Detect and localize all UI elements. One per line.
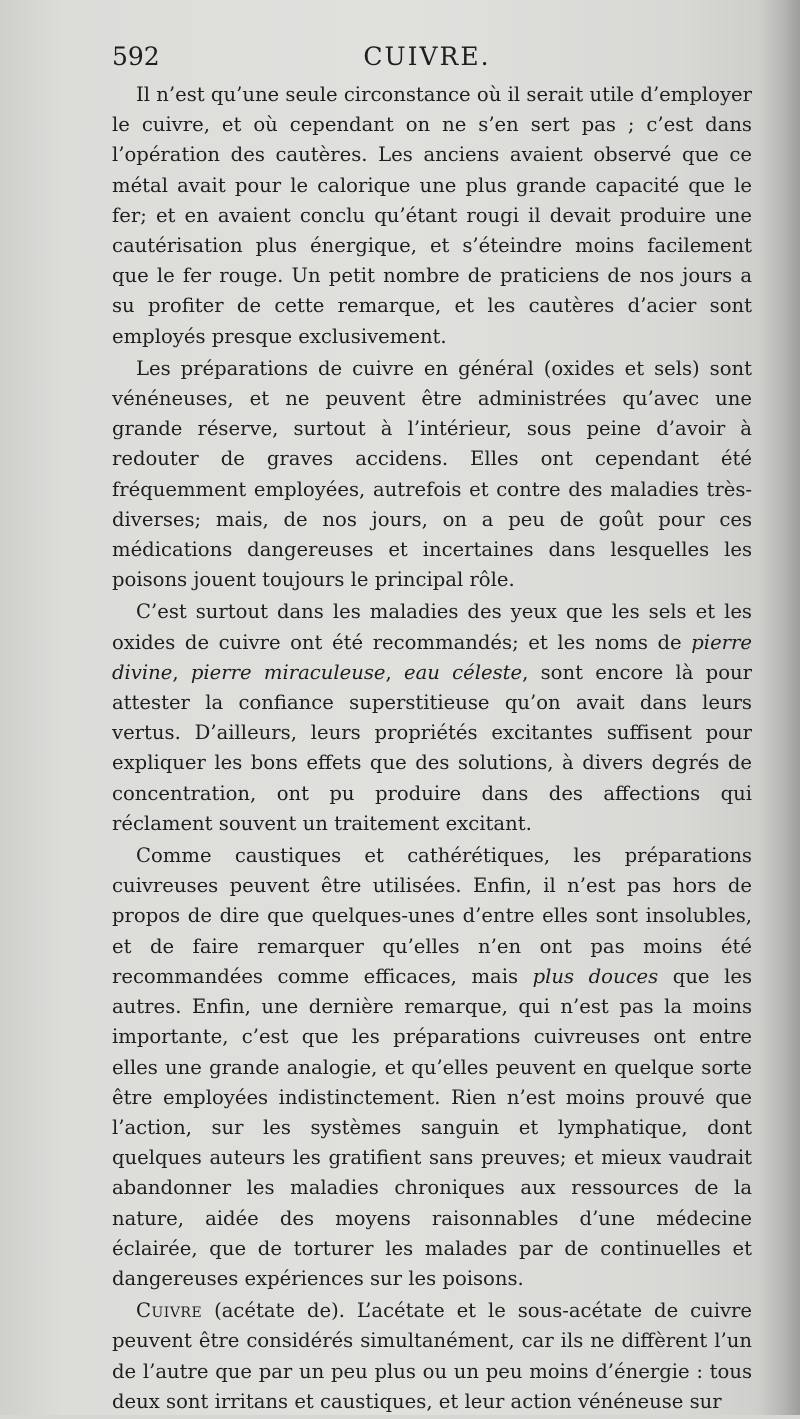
paragraph-maladies-yeux: [112, 597, 752, 839]
page-number: 592: [112, 42, 160, 71]
page-body: [112, 80, 752, 1419]
text-run: , sont encore là pour attester la confiance superstitieuse qu’on avait dans leurs vertus. D’ailleurs, leurs propriétés excitantes suffisent pour expliquer les bons effets que des solutions, à divers degrés de concentration, ont pu produire dans des affections qui réclament souvent un traitement excitant.: [112, 660, 752, 835]
text-run: ,: [385, 660, 404, 684]
italic-term: pierre divine: [112, 630, 752, 684]
paragraph-caustiques: [112, 841, 752, 1294]
running-title: CUIVRE.: [363, 42, 491, 71]
text-run: que les autres. Enfin, une dernière remarque, qui n’est pas la moins importante, c’est que les préparations cuivreuses ont entre elles une grande analogie, et qu’elles peuvent en quelque sorte être employées indistinctement. Rien n’est moins prouvé que l’action, sur les systèmes sanguin et lymphatique, dont quelques auteurs les gratifient sans preuves; et mieux vaudrait abandonner les maladies chroniques aux ressources de la nature, aidée des moyens raisonnables d’une médecine éclairée, que de torturer les malades par de continuelles et dangereuses expériences sur les poisons.: [112, 964, 752, 1290]
text-run: ,: [172, 660, 191, 684]
entry-heading: Cuivre: [136, 1299, 203, 1323]
text-run: C’est surtout dans les maladies des yeux que les sels et les oxides de cuivre ont été recommandés; et les noms de: [112, 600, 752, 654]
paragraph-preparations: Les préparations de cuivre en général (oxides et sels) sont vénéneuses, et ne peuvent être administrées qu’avec une grande réserve, surtout à l’intérieur, sous peine d’avoir à redouter de graves accidens. Elles ont cependant été fréquemment employées, autrefois et contre des maladies très-diverses; mais, de nos jours, on a peu de goût pour ces médications dangereuses et incertaines dans lesquelles les poisons jouent toujours le principal rôle.: [112, 356, 752, 592]
paragraph-cauteres: Il n’est qu’une seule circonstance où il serait utile d’employer le cuivre, et où cependant on ne s’en sert pas ; c’est dans l’opération des cautères. Les anciens avaient observé que ce métal avait pour le calorique une plus grande capacité que le fer; et en avaient conclu qu’étant rougi il devait produire une cautérisation plus énergique, et s’éteindre moins facilement que le fer rouge. Un petit nombre de praticiens de nos jours a su profiter de cette remarque, et les cautères d’acier sont employés presque exclusivement.: [112, 83, 752, 348]
italic-term: pierre miraculeuse: [190, 660, 386, 684]
text-run: (acétate de). L’acétate et le sous-acétate de cuivre peuvent être considérés simultanément, car ils ne diffèrent l’un de l’autre que par un peu plus ou un peu moins d’énergie : tous deux sont irritans et caustiques, et leur action vénéneuse sur: [112, 1299, 752, 1413]
italic-term: eau céleste: [404, 660, 523, 684]
text-run: Comme caustiques et cathérétiques, les préparations cuivreuses peuvent être utilisées. Enfin, il n’est pas hors de propos de dire que quelques-unes d’entre elles sont insolubles, et de faire remarquer qu’elles n’en ont pas moins été recommandées comme efficaces, mais: [112, 844, 752, 988]
page-header: [112, 42, 742, 82]
italic-term: plus douces: [532, 964, 659, 988]
paragraph-acetate: [112, 1296, 752, 1417]
